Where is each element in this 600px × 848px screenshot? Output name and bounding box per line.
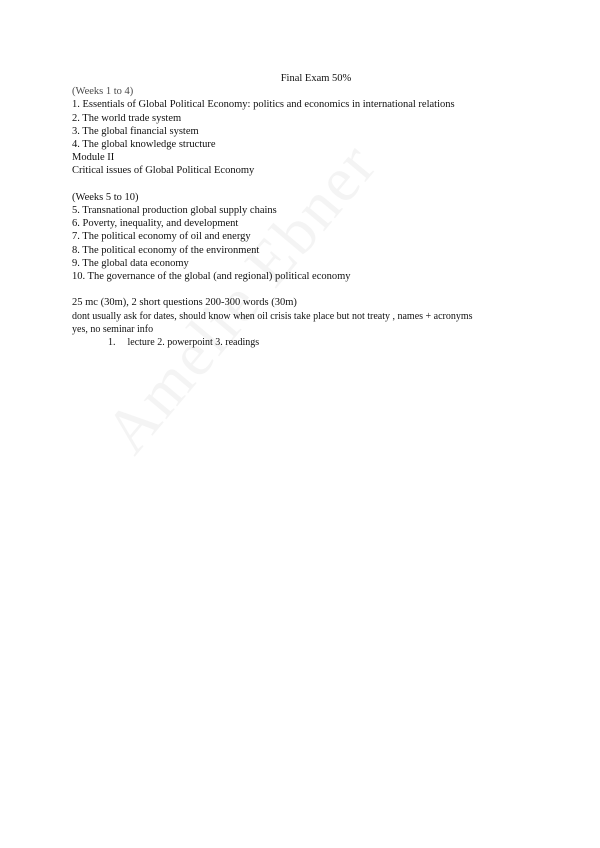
module2-item: 5. Transnational production global supply chains: [72, 205, 277, 217]
module2-item: 10. The governance of the global (and regional) political economy: [72, 271, 351, 283]
list-number: 1.: [108, 337, 116, 349]
module2-item: 6. Poverty, inequality, and development: [72, 218, 239, 230]
document-body: [72, 72, 542, 349]
module1-weeks: (Weeks 1 to 4): [72, 86, 134, 98]
spacer: [72, 283, 542, 296]
spacer: [72, 178, 542, 191]
module1-item: 1. Essentials of Global Political Economy: politics and economics in international relations: [72, 99, 455, 111]
module2-label: Module II: [72, 152, 115, 164]
module1-item: 2. The world trade system: [72, 112, 182, 124]
module1-item: 3. The global financial system: [72, 125, 199, 137]
list-text: lecture 2. powerpoint 3. readings: [127, 337, 260, 349]
module2-title: Critical issues of Global Political Economy: [72, 165, 255, 177]
document-title: Final Exam 50%: [280, 73, 352, 84]
module2-item: 7. The political economy of oil and energy: [72, 231, 251, 243]
module1-item: 4. The global knowledge structure: [72, 139, 216, 151]
module2-weeks: (Weeks 5 to 10): [72, 191, 139, 203]
module2-item: 9. The global data economy: [72, 257, 189, 269]
module2-item: 8. The political economy of the environment: [72, 244, 260, 256]
note-seminar: yes, no seminar info: [72, 323, 154, 335]
note-dates: dont usually ask for dates, should know when oil crisis take place but not treaty , names + acronyms: [72, 310, 473, 322]
study-list-item: [108, 336, 542, 349]
study-list: [72, 336, 542, 349]
exam-format: 25 mc (30m), 2 short questions 200-300 words (30m): [72, 297, 297, 309]
